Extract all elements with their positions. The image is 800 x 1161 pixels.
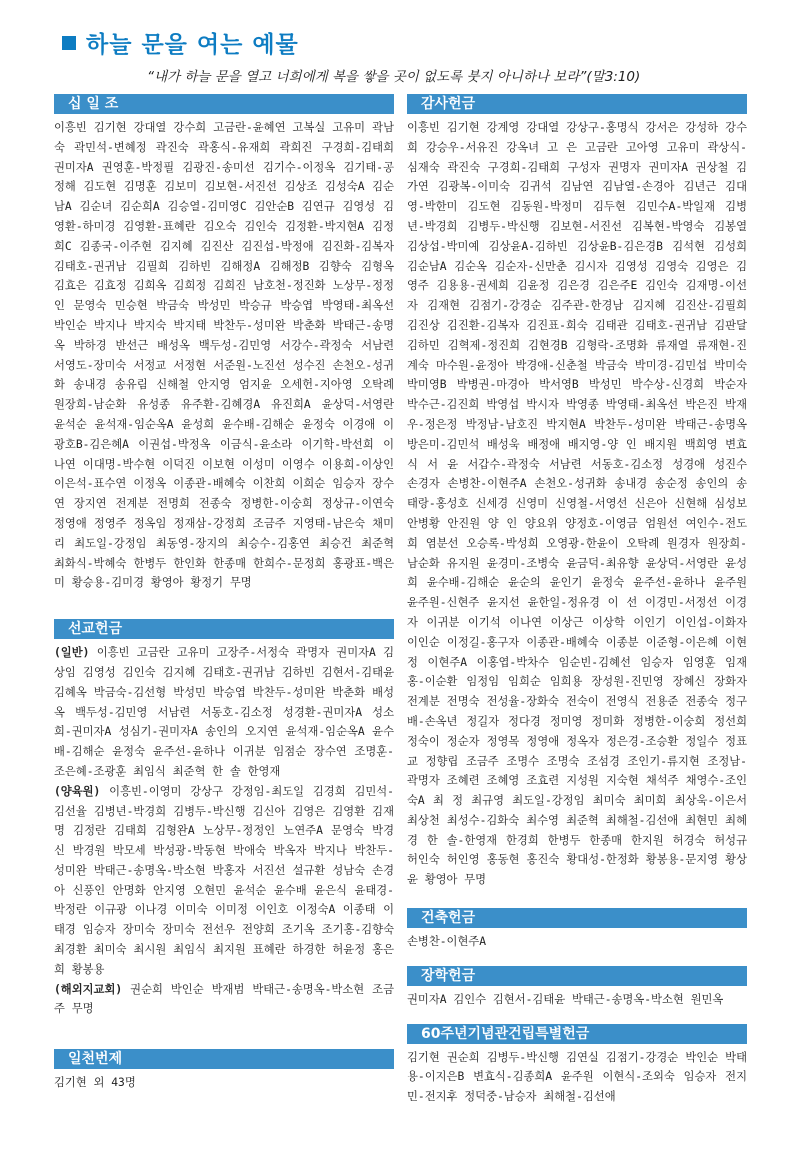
mission-general-names: 이흥빈 고금란 고유미 고장주-서정숙 곽명자 권미자A 김상임 김영성 김인숙 김지혜 김태호-권귀남 김하빈 김현서-김태윤 김혜옥 박금숙-김선형 박성민 박승엽 박찬두-성미완 박춘화 배성옥 백두성-김민영 서남련 서동호-김소정 성경환-권미자A 성소희-권미자A 성심기-권미자A 송인의 오지연 윤석재-임순옥A 윤수배-김해순 윤정숙 윤주선-윤하나 이귀분 임점순 장수연 조명훈-조은혜-조광훈 최임식 최준혁 한 솔 한영재 [54,646,394,778]
anniversary-names: 김기현 권순희 김병두-박신행 김연실 김점기-강경순 박인순 박태용-이지은B 변효식-김종희A 윤주원 이현식-조외숙 임승자 전지민-전지후 정덕중-남승자 최해철-김선애 [407,1050,747,1104]
anniversary-heading: 60주년기념관건립특별헌금 [407,1024,747,1044]
building-names: 손병찬-이현주A [407,935,487,949]
mission-nurture-names: 이흥빈-이영미 강상구 강정임-최도일 김경희 김민석-김선율 김병년-박경희 김병두-박신행 김신아 김영은 김영환 김재명 김정란 김태희 김형완A 노상무-정정인 노연주A 문영숙 박경신 박경원 박모세 박성광-박동현 박애숙 박옥자 박지나 박찬두-성미완 박태근-송명옥-박소현 박홍자 서진선 설규환 성남숙 손경아 신풍인 안명화 안지영 오현민 윤석순 윤수배 윤은식 윤태경-박정란 이규광 이나경 이미숙 이미정 이인호 이정숙A 이종태 이태경 임승자 장미숙 장미숙 전선우 전양희 조기옥 조기홍-김향숙 최경환 최미숙 최시원 최임식 최지원 표혜란 하경한 허윤정 홍은희 황봉용 [54,784,394,976]
tithe-heading: 십 일 조 [54,94,394,114]
scholarship-heading: 장학헌금 [407,966,747,986]
thanks-section [407,94,747,890]
thanks-heading: 감사헌금 [407,94,747,114]
lunch-section [54,1049,394,1093]
mission-overseas-label: (해외지교회) [54,982,123,996]
page-header [62,26,762,59]
square-bullet-icon [62,36,76,50]
building-heading: 건축헌금 [407,908,747,928]
anniversary-section [407,1024,747,1107]
right-column [407,94,747,1107]
thanks-names: 이흥빈 김기현 강계영 강대열 강상구-홍명식 강서은 강성하 강수희 강승우-서유진 강옥녀 고 은 고금란 고아영 고유미 곽상식-심재숙 곽진숙 구경희-김태희 구성자 권명자 권미자A 권상철 김가연 김광복-이미숙 김귀석 김남연 김남열-손경아 김년근 김대영-박한미 김도현 김동원-박정미 김두현 김민수A-박일재 김병년-박경희 김병두-박신행 김보현-서진선 김복현-박영숙 김봉열 김상섭-박미예 김상윤A-김하빈 김상윤B-김은경B 김석현 김성희 김순남A 김순옥 김순자-신만춘 김시자 김영성 김영숙 김영은 김영주 김용용-권세희 김윤정 김은경 김은주E 김인숙 김재명-이선자 김재현 김점기-강경순 김주관-한경남 김지혜 김진산-김필희 김진상 김진환-김복자 김진표-희숙 김태관 김태호-권귀남 김판달 김하민 김혁제-정진희 김현경B 김형락-조명화 류재열 류재현-진계숙 마수원-윤정아 박경애-신춘철 박금숙 박미경-김민섭 박미숙 박미영B 박병권-마경아 박서영B 박성민 박수상-신경희 박순자 박수근-김진희 박영섭 박시자 박영종 박영태-최옥선 박은진 박재우-정은정 박정남-남호진 박지현A 박찬두-성미완 박태근-송명옥 방은미-김민석 배성욱 배정애 배지영-양 인 배지원 백희영 변효식 서 윤 서갑수-곽정숙 서남련 서동호-김소정 성경애 성진수 손경자 손병찬-이현주A 손천오-성귀화 송내경 송순정 송인의 송태랑-홍성호 신세경 신영미 신영철-서영선 신은아 신현해 심성보 안병황 안진원 양 인 양요위 양정호-이영금 엄원선 여인수-전도희 염분선 오승록-박성희 오영광-한윤이 오탁례 원경자 원장희-남순화 유지원 윤경미-조병숙 윤금덕-최유향 윤상덕-서영란 윤성희 윤수배-김해순 윤순의 윤인기 윤정숙 윤주선-윤하나 윤주원 윤주원-신현주 윤지선 윤한일-정유경 이 선 이경민-서정선 이경자 이귀분 이기석 이나연 이상근 이상학 이인기 이인섭-이화자 이인순 이정길-홍구자 이종관-배혜숙 이종분 이준형-이은혜 이현정 이현주A 이홍엽-박차수 임순빈-김혜선 임승자 임영훈 임재홍-이순환 임정임 임희순 임희용 장성원-진민영 장혜신 장화자 전계분 전명숙 전성율-장화숙 전숙이 전영식 전용준 전종숙 정구배-손옥년 정길자 정다경 정미영 정미화 정병한-이숭희 정선희 정숙이 정순자 정영목 정영애 정옥자 정은경-조승환 정일수 정표교 정향립 조금주 조명수 조명숙 조섬경 조인기-류지현 조정남-곽명자 조혜련 조혜영 조효련 지성원 지숙현 채석주 채영수-조인숙A 최 정 최규영 최도일-강정임 최미숙 최미희 최상욱-이은서 최상천 최성수-김화숙 최수영 최준혁 최해철-김선애 최현민 최혜경 한 솔-한영재 한경희 한병두 한종매 한지원 허경숙 허성규 허인숙 허인영 홍동현 홍진숙 황대성-한정화 황봉용-문지영 황상윤 황영아 무명 [407,121,747,887]
mission-nurture-label: (양육원) [54,784,101,798]
lunch-heading: 일천번제 [54,1049,394,1069]
page-title: 하늘 문을 여는 예물 [86,32,299,58]
scholarship-section [407,966,747,1010]
left-column [54,94,394,1093]
scholarship-names: 권미자A 김인수 김현서-김태윤 박태근-송명옥-박소현 원민옥 [407,992,724,1006]
mission-section [54,619,394,1019]
mission-overseas-names: 권순희 박인순 박재범 박태근-송명옥-박소현 조금주 무명 [54,982,394,1016]
lunch-names: 김기현 외 43명 [54,1076,136,1090]
mission-heading: 선교헌금 [54,619,394,639]
mission-general-label: (일반) [54,646,90,660]
mission-names [54,643,394,1019]
tithe-names: 이흥빈 김기현 강대열 강수희 고금란-윤혜연 고복실 고유미 곽남숙 곽민석-변혜정 곽진숙 곽홍식-유재희 곽희진 구경희-김태희 권미자A 권영훈-박정필 김광진-송미선 김기수-이정옥 김기태-공정해 김도현 김명훈 김보미 김보현-서진선 김상조 김성숙A 김순남A 김순녀 김순희A 김승열-김미영C 김안순B 김연규 김영성 김영환-하미경 김영환-표혜란 김오숙 김인숙 김정환-박지현A 김정희C 김종국-이주현 김지혜 김진산 김진섭-박정애 김진화-김복자 김태호-권귀남 김필희 김하빈 김해정A 김해정B 김향숙 김형옥 김효은 김효정 김희옥 김희정 김희진 남호천-정진화 노상무-정정인 문영숙 민승현 박금숙 박성민 박승규 박승엽 박영태-최옥선 박인순 박지나 박지숙 박지태 박찬두-성미완 박춘화 박태근-송명옥 박하경 반선근 배성옥 백두성-김민영 서강수-곽정숙 서남련 서영도-장미숙 서정교 서정현 서준원-노진선 성수진 손천오-성귀화 송내경 송유림 신해철 안지영 엄지윤 오세헌-지아영 오탁례 원장희-남순화 유성종 유주환-김혜경A 유진희A 윤상덕-서영란 윤석순 윤석재-임순옥A 윤성희 윤수배-김해순 윤정숙 이경애 이광호B-김은혜A 이권섭-박정옥 이금식-윤소라 이기학-박선희 이나연 이대명-박수현 이덕진 이보현 이성미 이영수 이용희-이상인 이은석-표수연 이정옥 이종관-배혜숙 이찬희 이희순 임승자 장수연 장지연 전계분 전명희 전종숙 정병한-이숭희 정상규-이연숙 정영애 정영주 정옥임 정재삼-강정희 조금주 지영태-남은숙 채미리 최도일-강정임 최동영-장지의 최승수-김홍연 최승건 최준혁 최화식-박혜숙 한병두 한인화 한종매 한희수-문정희 홍광표-백은미 황승용-김미경 황영아 황정기 무명 [54,121,394,590]
tithe-section [54,94,394,593]
title-row [62,26,762,59]
building-section [407,908,747,952]
bible-verse: “내가 하늘 문을 열고 너희에게 복을 쌓을 곳이 없도록 붓지 아니하나 보라”(말3:10) [147,69,641,85]
